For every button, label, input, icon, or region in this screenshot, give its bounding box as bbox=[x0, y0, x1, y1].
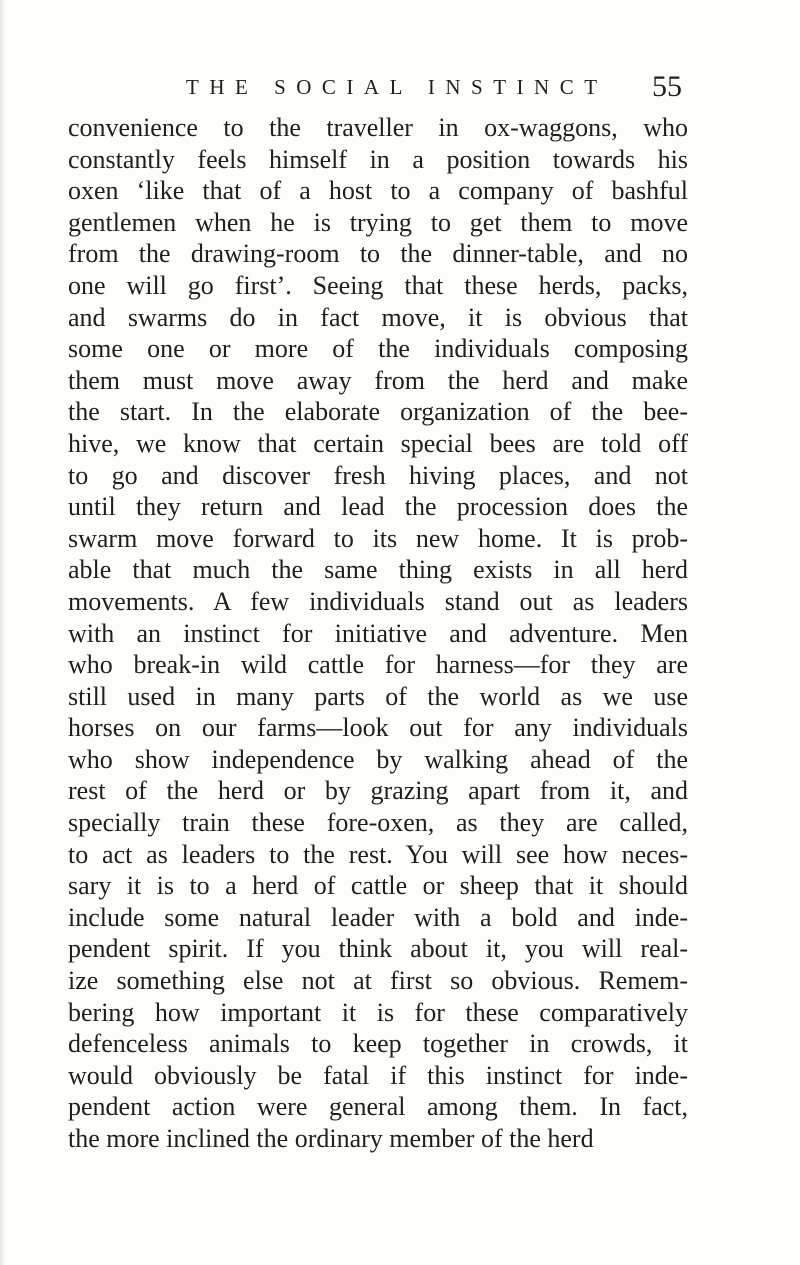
text-line: gentlemen when he is trying to get them to move bbox=[68, 207, 688, 237]
text-line: to go and discover fresh hiving places, and not bbox=[68, 460, 688, 490]
text-line: who show independence by walking ahead of the bbox=[68, 744, 688, 774]
text-line: would obviously be fatal if this instinct for inde- bbox=[68, 1060, 688, 1090]
running-head bbox=[186, 70, 682, 110]
text-line: the more inclined the ordinary member of the herd bbox=[68, 1124, 594, 1153]
text-line: to act as leaders to the rest. You will see how neces- bbox=[68, 839, 688, 869]
text-line: constantly feels himself in a position towards his bbox=[68, 144, 688, 174]
body-text bbox=[68, 112, 688, 1155]
text-line: some one or more of the individuals composing bbox=[68, 334, 688, 364]
text-line: movements. A few individuals stand out as leaders bbox=[68, 586, 688, 616]
text-line: able that much the same thing exists in all herd bbox=[68, 555, 688, 585]
text-line: rest of the herd or by grazing apart from it, and bbox=[68, 776, 688, 806]
page-edge bbox=[0, 0, 6, 1265]
text-line: swarm move forward to its new home. It is prob- bbox=[68, 523, 688, 553]
text-line: until they return and lead the procession does the bbox=[68, 492, 688, 522]
text-line: the start. In the elaborate organization of the bee- bbox=[68, 397, 688, 427]
text-line: defenceless animals to keep together in crowds, it bbox=[68, 1029, 688, 1059]
page-number: 55 bbox=[652, 70, 682, 103]
text-line: one will go first’. Seeing that these herds, packs, bbox=[68, 270, 688, 300]
text-line: specially train these fore-oxen, as they are called, bbox=[68, 808, 688, 838]
text-line: pendent action were general among them. In fact, bbox=[68, 1092, 688, 1122]
text-line: include some natural leader with a bold and inde- bbox=[68, 902, 688, 932]
text-line: with an instinct for initiative and adventure. Men bbox=[68, 618, 688, 648]
text-line: them must move away from the herd and make bbox=[68, 365, 688, 395]
text-line: hive, we know that certain special bees are told off bbox=[68, 428, 688, 458]
text-line: and swarms do in fact move, it is obvious that bbox=[68, 302, 688, 332]
running-title: THE SOCIAL INSTINCT bbox=[186, 75, 608, 99]
text-line: horses on our farms—look out for any individuals bbox=[68, 713, 688, 743]
text-line: still used in many parts of the world as we use bbox=[68, 681, 688, 711]
text-line: from the drawing-room to the dinner-table, and no bbox=[68, 239, 688, 269]
text-line: bering how important it is for these comparatively bbox=[68, 997, 688, 1027]
text-line: sary it is to a herd of cattle or sheep that it should bbox=[68, 871, 688, 901]
text-line: who break-in wild cattle for harness—for they are bbox=[68, 650, 688, 680]
text-line: ize something else not at first so obvious. Remem- bbox=[68, 966, 688, 996]
text-line: oxen ‘like that of a host to a company of bashful bbox=[68, 176, 688, 206]
text-line: pendent spirit. If you think about it, you will real- bbox=[68, 934, 688, 964]
text-line: convenience to the traveller in ox-waggons, who bbox=[68, 113, 688, 142]
